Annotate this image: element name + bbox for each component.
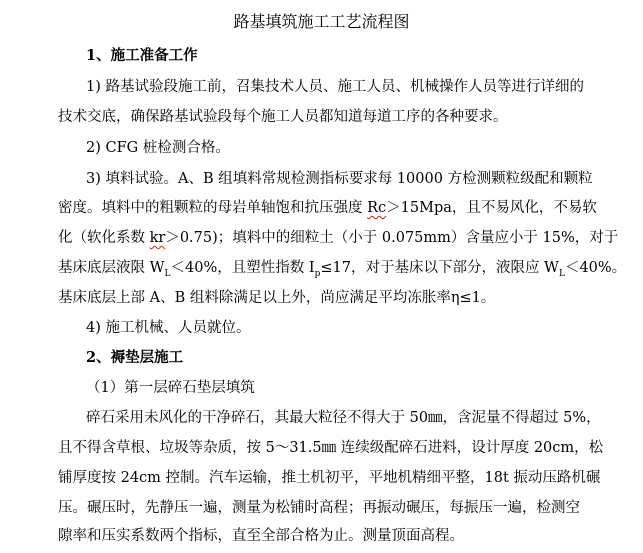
section1-heading: 1、施工准备工作: [86, 47, 198, 64]
item4: 4) 施工机械、人员就位。: [86, 320, 251, 336]
section2-subheading: （1）第一层碎石垫层填筑: [86, 380, 255, 396]
item3-line4-d: ＜40%。: [564, 260, 627, 276]
para-line4: 压。碾压时，先静压一遍，测量为松铺时高程；再振动碾压，每振压一遍，检测空: [58, 500, 580, 516]
para-line2: 且不得含草根、垃圾等杂质，按 5～31.5㎜ 连续级配碎石进料，设计厚度 20cm，松: [58, 440, 604, 456]
item3-line5: 基床底层上部 A、B 组料除满足以上外，尚应满足平均冻胀率η≤1。: [58, 290, 496, 306]
item3-line1: 3) 填料试验。A、B 组填料常规检测指标要求每 10000 方检测颗粒级配和颗粒: [86, 171, 593, 187]
section2-heading: 2、褥垫层施工: [86, 349, 184, 366]
item3-line2-a: 密度。填料中的粗颗粒的母岩单轴饱和抗压强度: [58, 200, 368, 216]
kr-symbol: kr: [149, 230, 166, 246]
item1-line2: 技术交底，确保路基试验段每个施工人员都知道每道工序的各种要求。: [58, 109, 508, 125]
wl-subscript-2: L: [558, 268, 565, 279]
item3-line4-a: 基床底层液限 W: [58, 260, 165, 276]
rc-symbol: Rc: [367, 200, 387, 216]
ip-subscript: p: [314, 268, 321, 279]
item3-line3-a: 化（软化系数: [58, 230, 150, 246]
item3-line3-b: ＞0.75)；填料中的细粒土（小于 0.075mm）含量应小于 15%，对于: [165, 230, 619, 246]
item1-line1: 1) 路基试验段施工前，召集技术人员、施工人员、机械操作人员等进行详细的: [86, 79, 584, 95]
document-title: 路基填筑施工工艺流程图: [233, 12, 410, 31]
item3-line3: [58, 224, 638, 252]
item3-line4-c: ≤17，对于基床以下部分，液限应 W: [320, 260, 559, 276]
item2: 2) CFG 桩检测合格。: [86, 140, 230, 156]
item3-line2-b: ＞15Mpa，且不易风化，不易软: [386, 200, 597, 216]
item3-line4: [58, 254, 638, 282]
para-line1: 碎石采用未风化的干净碎石，其最大粒径不得大于 50㎜，含泥量不得超过 5%，: [86, 410, 601, 426]
para-line5: 隙率和压实系数两个指标，直至全部合格为止。测量顶面高程。: [58, 528, 464, 544]
item3-line4-b: ＜40%，且塑性指数 I: [170, 260, 315, 276]
para-line3: 铺厚度按 24cm 控制。汽车运输，推土机初平，平地机精细平整，18t 振动压路机碾: [58, 470, 601, 486]
wl-subscript-1: L: [164, 268, 171, 279]
item3-line2: [58, 194, 638, 222]
